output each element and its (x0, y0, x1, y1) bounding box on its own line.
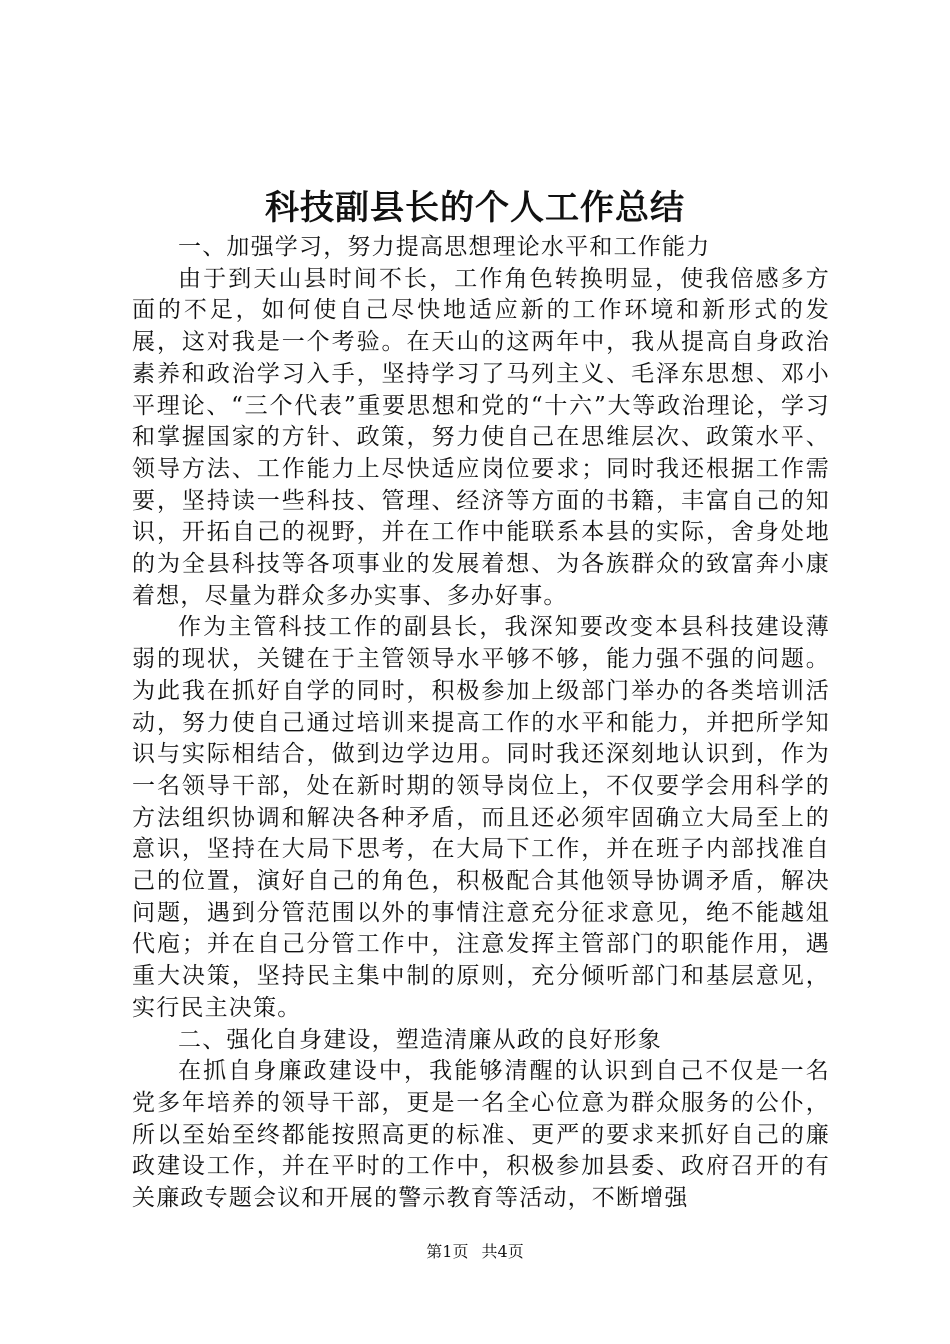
document-title: 科技副县长的个人工作总结 (265, 188, 685, 228)
paragraph-2: 作为主管科技工作的副县长，我深知要改变本县科技建设薄弱的现状，关键在于主管领导水平够不够，能力强不强的问题。为此我在抓好自学的同时，积极参加上级部门举办的各类培训活动，努力使自己通过培训来提高工作的水平和能力，并把所学知识与实际相结合，做到边学边用。同时我还深刻地认识到，作为一名领导干部，处在新时期的领导岗位上，不仅要学会用科学的方法组织协调和解决各种矛盾，而且还必须牢固确立大局至上的意识，坚持在大局下思考，在大局下工作，并在班子内部找准自己的位置，演好自己的角色，积极配合其他领导协调矛盾，解决问题，遇到分管范围以外的事情注意充分征求意见，绝不能越俎代庖；并在自己分管工作中，注意发挥主管部门的职能作用，遇重大决策，坚持民主集中制的原则，充分倾听部门和基层意见，实行民主决策。 (132, 614, 830, 1021)
paragraph-1: 由于到天山县时间不长，工作角色转换明显，使我倍感多方面的不足，如何使自己尽快地适应新的工作环境和新形式的发展，这对我是一个考验。在天山的这两年中，我从提高自身政治素养和政治学习入手，坚持学习了马列主义、毛泽东思想、邓小平理论、“三个代表”重要思想和党的“十六”大等政治理论，学习和掌握国家的方针、政策，努力使自己在思维层次、政策水平、领导方法、工作能力上尽快适应岗位要求；同时我还根据工作需要，坚持读一些科技、管理、经济等方面的书籍，丰富自己的知识，开拓自己的视野，并在工作中能联系本县的实际，舍身处地的为全县科技等各项事业的发展着想、为各族群众的致富奔小康着想，尽量为群众多办实事、多办好事。 (132, 265, 830, 609)
page-count: 共4页 (481, 1242, 524, 1261)
section-heading-2: 二、强化自身建设，塑造清廉从政的良好形象 (178, 1026, 662, 1053)
section-heading-1: 一、加强学习，努力提高思想理论水平和工作能力 (178, 234, 711, 260)
page-number: 第1页 (426, 1242, 469, 1261)
page-footer (0, 1241, 950, 1263)
document-body (132, 232, 830, 1215)
paragraph-3: 在抓自身廉政建设中，我能够清醒的认识到自己不仅是一名党多年培养的领导干部，更是一名全心位意为群众服务的公仆，所以至始至终都能按照高更的标准、更严的要求来抓好自己的廉政建设工作，并在平时的工作中，积极参加县委、政府召开的有关廉政专题会议和开展的警示教育等活动，不断增强 (132, 1058, 830, 1212)
